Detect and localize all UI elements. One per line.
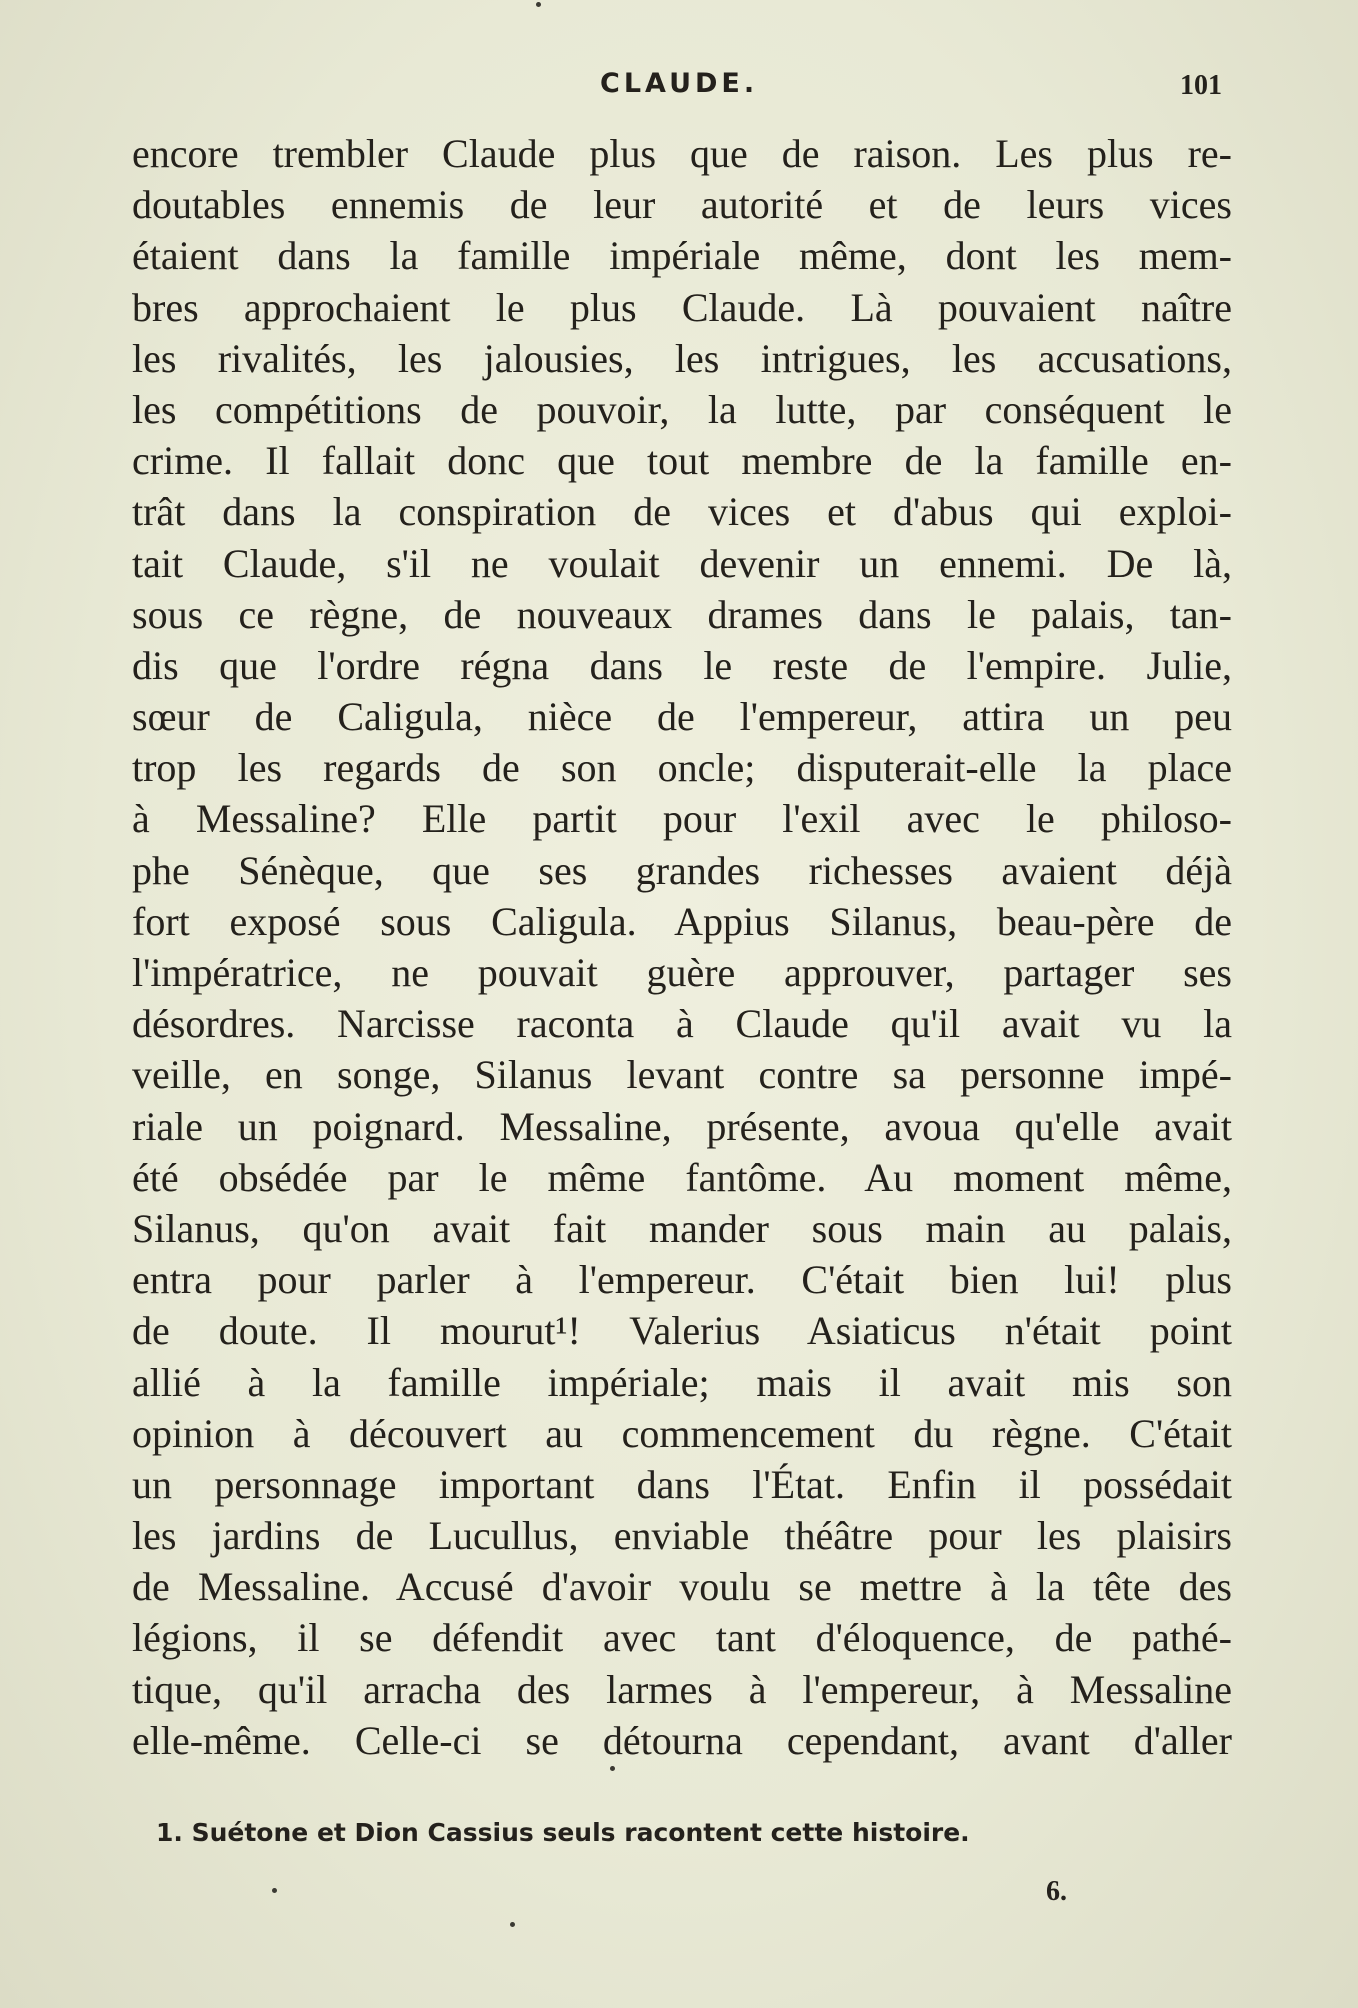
footnote: 1. Suétone et Dion Cassius seuls racontent cette histoire. <box>156 1818 970 1847</box>
running-title: CLAUDE. <box>600 68 759 99</box>
text-line: légions, il se défendit avec tant d'éloquence, de pathé- <box>132 1615 1232 1661</box>
ink-speck <box>536 2 541 7</box>
running-head <box>0 68 1358 108</box>
text-line: bres approchaient le plus Claude. Là pouvaient naître <box>132 284 1232 330</box>
text-line: doutables ennemis de leur autorité et de leurs vices <box>132 182 1232 228</box>
text-line: désordres. Narcisse raconta à Claude qu'il avait vu la <box>132 1001 1232 1047</box>
text-line: les jardins de Lucullus, enviable théâtre pour les plaisirs <box>132 1513 1232 1559</box>
text-line: sous ce règne, de nouveaux drames dans le palais, tan- <box>132 591 1232 637</box>
text-line: de doute. Il mourut¹! Valerius Asiaticus n'était point <box>132 1308 1232 1354</box>
text-line: tait Claude, s'il ne voulait devenir un ennemi. De là, <box>132 540 1232 586</box>
text-line: les rivalités, les jalousies, les intrigues, les accusations, <box>132 335 1232 381</box>
ink-speck <box>272 1888 277 1893</box>
text-line: riale un poignard. Messaline, présente, avoua qu'elle avait <box>132 1103 1232 1149</box>
text-line: les compétitions de pouvoir, la lutte, par conséquent le <box>132 386 1232 432</box>
text-line: elle-même. Celle-ci se détourna cependant, avant d'aller <box>132 1717 1232 1763</box>
text-line: Silanus, qu'on avait fait mander sous main au palais, <box>132 1205 1232 1251</box>
page-number: 101 <box>1180 70 1222 101</box>
text-line: fort exposé sous Caligula. Appius Silanus, beau-père de <box>132 898 1232 944</box>
text-line: trop les regards de son oncle; disputerait-elle la place <box>132 745 1232 791</box>
signature-mark: 6. <box>1046 1876 1067 1907</box>
body-text <box>132 128 1232 1766</box>
text-line: tique, qu'il arracha des larmes à l'empereur, à Messaline <box>132 1666 1232 1712</box>
text-line: entra pour parler à l'empereur. C'était bien lui! plus <box>132 1257 1232 1303</box>
text-line: un personnage important dans l'État. Enfin il possédait <box>132 1461 1232 1507</box>
text-line: allié à la famille impériale; mais il avait mis son <box>132 1359 1232 1405</box>
text-line: l'impératrice, ne pouvait guère approuver, partager ses <box>132 950 1232 995</box>
text-line: étaient dans la famille impériale même, dont les mem- <box>132 233 1232 279</box>
text-line: été obsédée par le même fantôme. Au moment même, <box>132 1154 1232 1200</box>
ink-speck <box>610 1766 615 1771</box>
text-line: phe Sénèque, que ses grandes richesses avaient déjà <box>132 847 1232 893</box>
text-line: trât dans la conspiration de vices et d'abus qui exploi- <box>132 489 1232 535</box>
text-line: encore trembler Claude plus que de raison. Les plus re- <box>132 131 1232 176</box>
text-line: opinion à découvert au commencement du règne. C'était <box>132 1410 1232 1456</box>
text-line: de Messaline. Accusé d'avoir voulu se mettre à la tête des <box>132 1564 1232 1610</box>
ink-speck <box>510 1922 515 1927</box>
text-line: à Messaline? Elle partit pour l'exil avec le philoso- <box>132 796 1232 842</box>
text-line: dis que l'ordre régna dans le reste de l'empire. Julie, <box>132 642 1232 688</box>
text-line: sœur de Caligula, nièce de l'empereur, attira un peu <box>132 694 1232 740</box>
text-line: crime. Il fallait donc que tout membre de la famille en- <box>132 438 1232 484</box>
text-line: veille, en songe, Silanus levant contre sa personne impé- <box>132 1052 1232 1098</box>
